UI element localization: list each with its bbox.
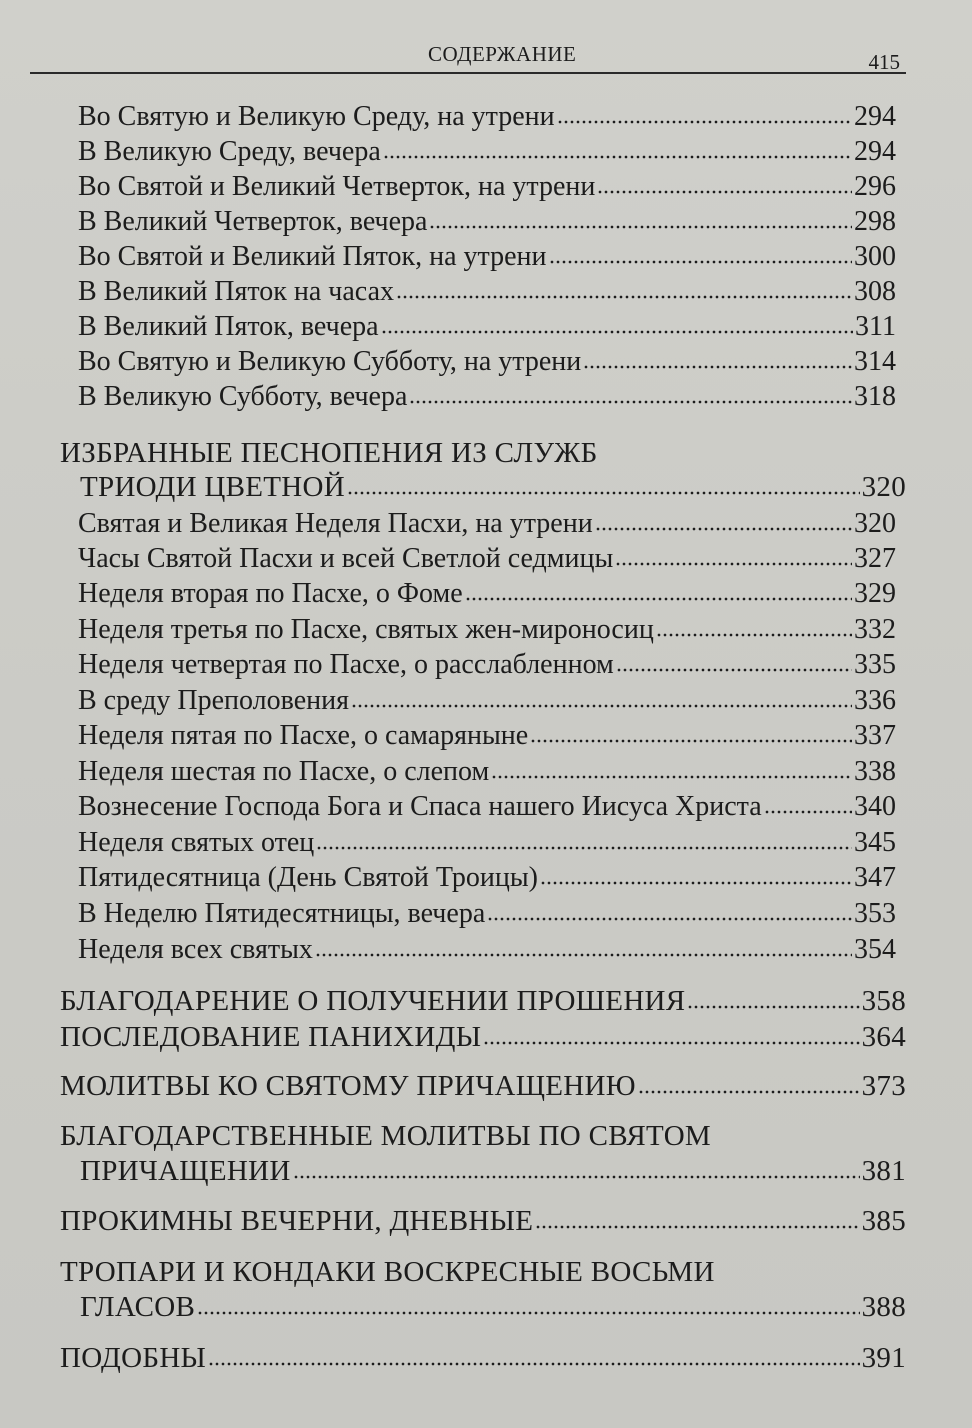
- toc-entry: [78, 790, 896, 824]
- toc-entry-page: 381: [861, 1155, 906, 1187]
- toc-entry-label: ГЛАСОВ: [80, 1291, 196, 1323]
- toc-entry-label: ПРИЧАЩЕНИИ: [80, 1155, 291, 1187]
- toc-entry-page: 388: [861, 1291, 906, 1323]
- page-number: 415: [868, 50, 900, 74]
- toc-entry-page: 340: [854, 791, 896, 822]
- section-entry: [60, 1341, 906, 1375]
- toc-entry-label: Неделя четвертая по Пасхе, о расслабленном: [78, 649, 614, 680]
- leader-dots: [383, 152, 852, 160]
- toc-entry-label: Во Святой и Великий Пяток, на утрени: [78, 241, 547, 272]
- toc-entry-page: 294: [854, 101, 896, 132]
- toc-entry-page: 373: [861, 1070, 906, 1102]
- leader-dots: [687, 1002, 859, 1010]
- toc-entry-page: 338: [854, 756, 896, 787]
- toc-entry-label: В Великий Пяток, вечера: [78, 311, 379, 342]
- toc-entry: [78, 205, 896, 239]
- leader-dots: [465, 594, 852, 602]
- leader-dots: [656, 630, 852, 638]
- section-heading-entry: [80, 1154, 906, 1188]
- toc-entry-label: Неделя вторая по Пасхе, о Фоме: [78, 578, 463, 609]
- toc-entry-page: 336: [854, 685, 896, 716]
- toc-entry-label: БЛАГОДАРЕНИЕ О ПОЛУЧЕНИИ ПРОШЕНИЯ: [60, 985, 686, 1017]
- toc-entry: [78, 170, 896, 204]
- toc-entry-page: 296: [854, 171, 896, 202]
- toc-entry-label: Пятидесятница (День Святой Троицы): [78, 862, 538, 893]
- leader-dots: [535, 1222, 859, 1230]
- leader-dots: [595, 524, 852, 532]
- leader-dots: [347, 488, 860, 496]
- toc-entry: [78, 719, 896, 753]
- leader-dots: [764, 807, 852, 815]
- toc-entry-label: Неделя третья по Пасхе, святых жен-мироносиц: [78, 614, 654, 645]
- toc-entry: [78, 135, 896, 169]
- toc-entry-label: В Великую Субботу, вечера: [78, 381, 408, 412]
- toc-entry-page: 311: [855, 311, 896, 342]
- toc-entry-page: 314: [854, 346, 896, 377]
- leader-dots: [530, 736, 852, 744]
- toc-entry: [78, 542, 896, 576]
- toc-entry-label: ПОСЛЕДОВАНИЕ ПАНИХИДЫ: [60, 1021, 482, 1053]
- toc-entry-label: МОЛИТВЫ КО СВЯТОМУ ПРИЧАЩЕНИЮ: [60, 1070, 636, 1102]
- toc-entry-page: 300: [854, 241, 896, 272]
- leader-dots: [483, 1038, 859, 1046]
- leader-dots: [429, 222, 852, 230]
- toc-entry-page: 391: [861, 1342, 906, 1374]
- leader-dots: [351, 701, 852, 709]
- toc-entry: [78, 380, 896, 414]
- leader-dots: [197, 1308, 859, 1316]
- section-heading-entry: [80, 470, 906, 504]
- leader-dots: [540, 878, 852, 886]
- leader-dots: [557, 117, 852, 125]
- toc-entry-page: 294: [854, 136, 896, 167]
- leader-dots: [615, 559, 852, 567]
- leader-dots: [409, 397, 852, 405]
- toc-entry: [78, 275, 896, 309]
- leader-dots: [487, 914, 852, 922]
- toc-entry-page: 345: [854, 827, 896, 858]
- leader-dots: [208, 1359, 859, 1367]
- toc-entry-label: Во Святую и Великую Среду, на утрени: [78, 101, 555, 132]
- toc-entry-label: Неделя святых отец: [78, 827, 315, 858]
- toc-entry-label: Неделя пятая по Пасхе, о самаряныне: [78, 720, 529, 751]
- toc-entry-page: 320: [861, 471, 906, 503]
- toc-entry-label: ПРОКИМНЫ ВЕЧЕРНИ, ДНЕВНЫЕ: [60, 1205, 534, 1237]
- toc-entry-page: 347: [854, 862, 896, 893]
- running-title: СОДЕРЖАНИЕ: [428, 42, 577, 66]
- toc-entry-page: 332: [854, 614, 896, 645]
- toc-entry-label: Неделя шестая по Пасхе, о слепом: [78, 756, 490, 787]
- leader-dots: [583, 362, 852, 370]
- toc-entry: [78, 507, 896, 541]
- toc-entry-page: 320: [854, 508, 896, 539]
- section-heading-entry: [80, 1290, 906, 1324]
- toc-entry-label: В Великий Пяток на часах: [78, 276, 394, 307]
- running-head: [30, 38, 906, 74]
- toc-entry-page: 385: [861, 1205, 906, 1237]
- leader-dots: [315, 950, 852, 958]
- toc-entry-label: Во Святую и Великую Субботу, на утрени: [78, 346, 582, 377]
- toc-entry-page: 327: [854, 543, 896, 574]
- toc-entry-page: 358: [861, 985, 906, 1017]
- toc-entry: [78, 613, 896, 647]
- toc-entry-label: Часы Святой Пасхи и всей Светлой седмицы: [78, 543, 614, 574]
- leader-dots: [381, 327, 853, 335]
- toc-entry-page: 364: [861, 1021, 906, 1053]
- toc-entry: [78, 755, 896, 789]
- leader-dots: [396, 292, 852, 300]
- leader-dots: [316, 843, 852, 851]
- toc-entry: [78, 897, 896, 931]
- toc-entry-page: 318: [854, 381, 896, 412]
- section-heading: БЛАГОДАРСТВЕННЫЕ МОЛИТВЫ ПО СВЯТОМ: [60, 1120, 712, 1152]
- toc-entry: [78, 861, 896, 895]
- section-entry: [60, 1020, 906, 1054]
- toc-entry-label: ПОДОБНЫ: [60, 1342, 207, 1374]
- toc-entry-label: В Великую Среду, вечера: [78, 136, 381, 167]
- section-entry: [60, 984, 906, 1018]
- toc-entry-page: 335: [854, 649, 896, 680]
- toc-entry: [78, 310, 896, 344]
- section-heading: ТРОПАРИ И КОНДАКИ ВОСКРЕСНЫЕ ВОСЬМИ: [60, 1256, 715, 1288]
- toc-entry-label: Во Святой и Великий Четверток, на утрени: [78, 171, 596, 202]
- toc-entry-page: 308: [854, 276, 896, 307]
- toc-entry: [78, 577, 896, 611]
- section-heading: ИЗБРАННЫЕ ПЕСНОПЕНИЯ ИЗ СЛУЖБ: [60, 437, 598, 469]
- leader-dots: [616, 665, 852, 673]
- toc-entry-page: 353: [854, 898, 896, 929]
- toc-entry-label: В Неделю Пятидесятницы, вечера: [78, 898, 486, 929]
- toc-entry: [78, 933, 896, 967]
- toc-entry: [78, 826, 896, 860]
- toc-entry-label: Неделя всех святых: [78, 934, 313, 965]
- toc-entry-label: Святая и Великая Неделя Пасхи, на утрени: [78, 508, 593, 539]
- toc-entry: [78, 345, 896, 379]
- leader-dots: [549, 257, 852, 265]
- leader-dots: [293, 1172, 860, 1180]
- toc-entry-page: 354: [854, 934, 896, 965]
- toc-entry-page: 337: [854, 720, 896, 751]
- toc-entry: [78, 648, 896, 682]
- section-entry: [60, 1069, 906, 1103]
- toc-entry: [78, 684, 896, 718]
- section-entry: [60, 1204, 906, 1238]
- toc-entry-page: 329: [854, 578, 896, 609]
- toc-entry: [78, 240, 896, 274]
- toc-entry-label: Вознесение Господа Бога и Спаса нашего Иисуса Христа: [78, 791, 762, 822]
- toc-entry-label: ТРИОДИ ЦВЕТНОЙ: [80, 471, 346, 503]
- toc-entry: [78, 100, 896, 134]
- leader-dots: [638, 1087, 860, 1095]
- toc-entry-label: В Великий Четверток, вечера: [78, 206, 428, 237]
- leader-dots: [491, 772, 852, 780]
- leader-dots: [597, 187, 852, 195]
- toc-entry-label: В среду Преполовения: [78, 685, 349, 716]
- toc-entry-page: 298: [854, 206, 896, 237]
